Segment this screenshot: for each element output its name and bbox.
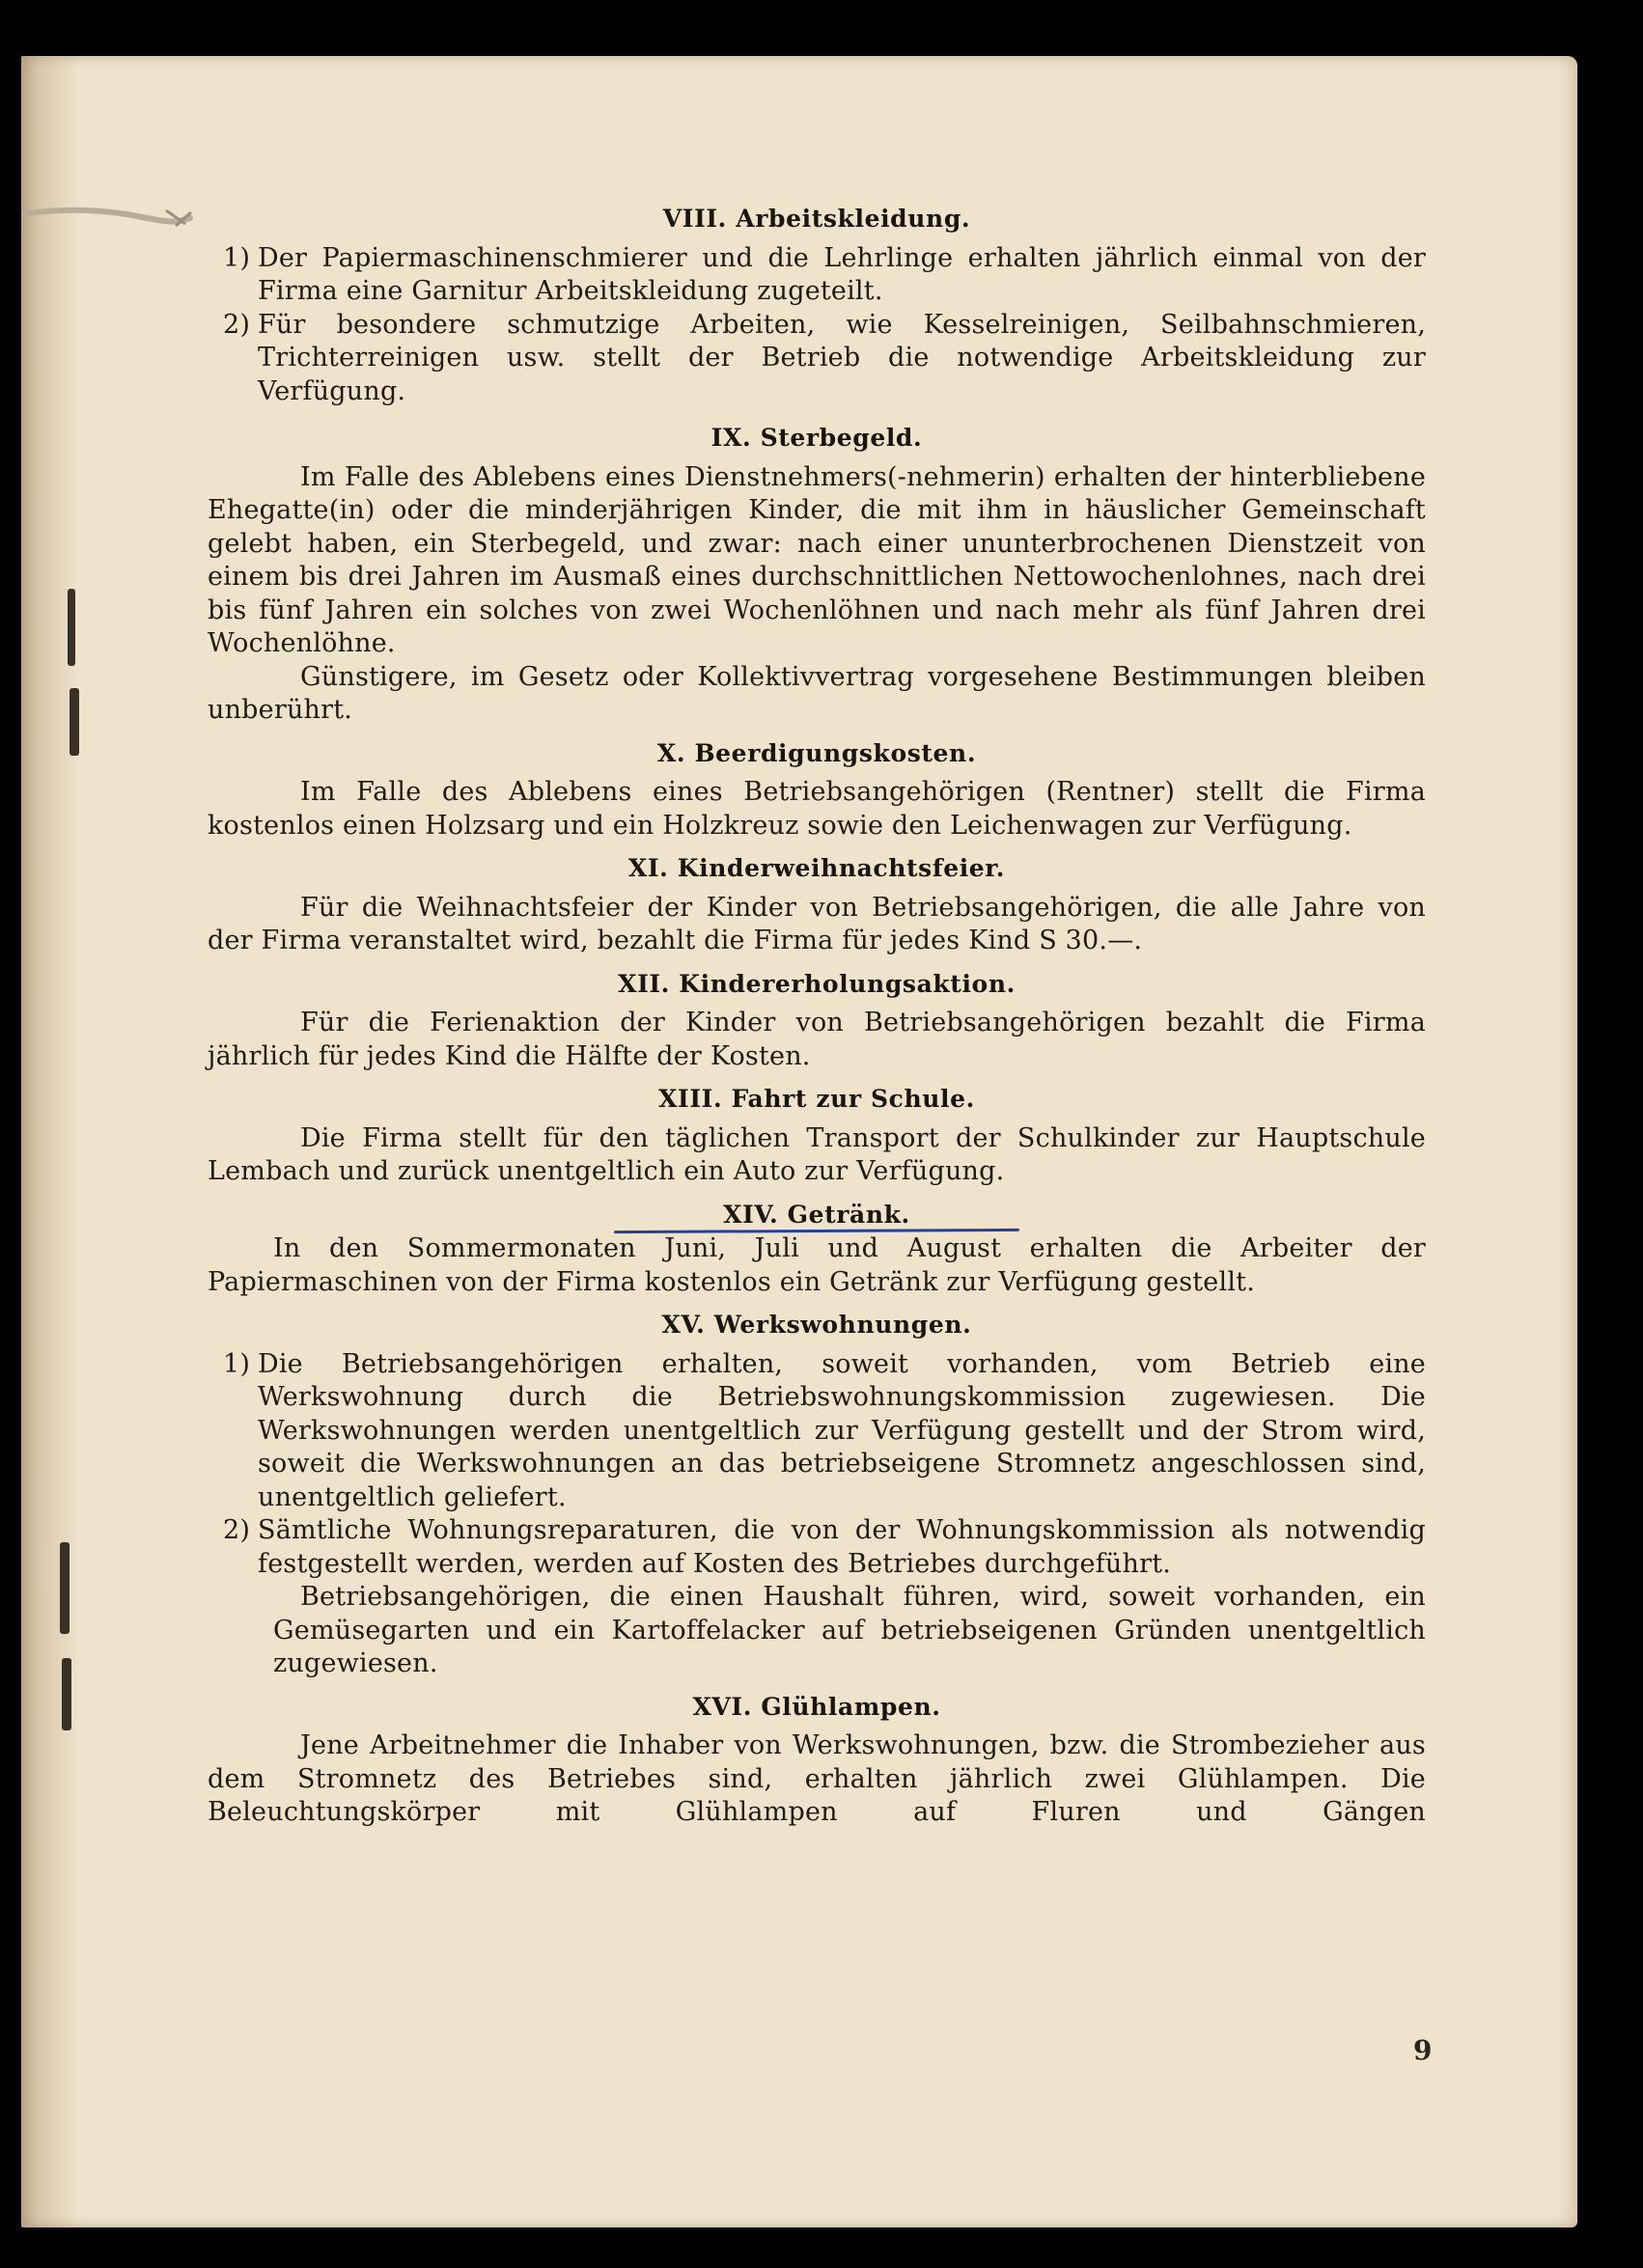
section-kindererholungsaktion — [208, 968, 1426, 1074]
page-number: 9 — [1413, 2034, 1433, 2066]
list-item — [208, 1514, 1426, 1581]
list-item — [208, 1348, 1426, 1515]
paragraph: Betriebsangehörigen, die einen Haushalt führen, wird, soweit vorhanden, ein Gemüsegarten und ein Kartoffelacker auf betriebseigenen Gründen unentgeltlich zugewiesen. — [273, 1582, 1426, 1678]
item-number: 2) — [223, 1515, 251, 1545]
section-getraenk — [208, 1199, 1426, 1300]
paragraph: Für die Weihnachtsfeier der Kinder von Betriebsangehörigen, die alle Jahre von der Firma veranstaltet wird, bezahlt die Firma für jedes Kind S 30.—. — [208, 892, 1426, 955]
item-number: 1) — [223, 242, 251, 273]
spine-shadow — [21, 56, 79, 2227]
paragraph: Im Falle des Ablebens eines Betriebsangehörigen (Rentner) stellt die Firma kostenlos einen Holzsarg und ein Holzkreuz sowie den Leichenwagen zur Verfügung. — [208, 777, 1426, 841]
item-text: Sämtliche Wohnungsreparaturen, die von der Wohnungskommission als notwendig festgestellt werden, werden auf Kosten des Betriebes durchgeführt. — [258, 1515, 1426, 1579]
section-arbeitskleidung — [208, 203, 1426, 408]
document-body — [208, 193, 1426, 1830]
section-heading: XIV. Getränk. — [723, 1200, 910, 1229]
section-werkswohnungen — [208, 1309, 1426, 1681]
section-heading: XII. Kindererholungsaktion. — [618, 969, 1016, 998]
item-text: Der Papiermaschinenschmierer und die Lehrlinge erhalten jährlich einmal von der Firma eine Garnitur Arbeitskleidung zugeteilt. — [258, 242, 1426, 306]
section-kinderweihnachtsfeier — [208, 852, 1426, 958]
list-item — [208, 242, 1426, 309]
paragraph: Für die Ferienaktion der Kinder von Betriebsangehörigen bezahlt die Firma jährlich für jedes Kind die Hälfte der Kosten. — [208, 1008, 1426, 1071]
paragraph: Jene Arbeitnehmer die Inhaber von Werkswohnungen, bzw. die Strombezieher aus dem Stromnetz des Betriebes sind, erhalten jährlich zwei Glühlampen. Die Beleuchtungskörper mit Glühlampen auf Fluren und Gängen — [208, 1730, 1426, 1827]
item-text: Für besondere schmutzige Arbeiten, wie Kesselreinigen, Seilbahnschmieren, Trichterreinigen usw. stellt der Betrieb die notwendige Arbeitskleidung zur Verfügung. — [258, 309, 1426, 406]
section-heading: VIII. Arbeitskleidung. — [662, 205, 971, 233]
paragraph: Die Firma stellt für den täglichen Transport der Schulkinder zur Hauptschule Lembach und zurück unentgeltlich ein Auto zur Verfügung. — [208, 1122, 1426, 1186]
section-heading: XV. Werkswohnungen. — [661, 1311, 972, 1339]
staple-mark — [70, 688, 79, 756]
item-text: Die Betriebsangehörigen erhalten, soweit vorhanden, vom Betrieb eine Werkswohnung durch die Betriebswohnungskommission zugewiesen. Die Werkswohnungen werden unentgeltlich zur Verfügung gestellt und der Strom wird, soweit die Werkswohnungen an das betriebseigene Stromnetz angeschlossen sind, unentgeltlich geliefert. — [258, 1348, 1426, 1512]
paragraph: Günstigere, im Gesetz oder Kollektivvertrag vorgesehene Bestimmungen bleiben unberührt. — [208, 661, 1426, 725]
list-item — [208, 309, 1426, 409]
section-gluehlampen — [208, 1691, 1426, 1830]
item-number: 1) — [223, 1348, 251, 1379]
section-sterbegeld — [208, 422, 1426, 728]
section-beerdigungskosten — [208, 737, 1426, 844]
paragraph: Im Falle des Ablebens eines Dienstnehmers(-nehmerin) erhalten der hinterbliebene Ehegatte(in) oder die minderjährigen Kinder, die mit ihm in häuslicher Gemeinschaft gelebt haben, ein Sterbegeld, und zwar: nach einer ununterbrochenen Dienstzeit von einem bis drei Jahren im Ausmaß eines durchschnittlichen Nettowochenlohnes, nach drei bis fünf Jahren ein solches von zwei Wochenlöhnen und nach mehr als fünf Jahren drei Wochenlöhne. — [208, 461, 1426, 658]
section-heading: XI. Kinderweihnachtsfeier. — [627, 854, 1006, 882]
section-heading: IX. Sterbegeld. — [710, 424, 923, 452]
section-heading: X. Beerdigungskosten. — [656, 738, 977, 767]
paragraph: In den Sommermonaten Juni, Juli und August erhalten die Arbeiter der Papiermaschinen von der Firma kostenlos ein Getränk zur Verfügung gestellt. — [208, 1233, 1426, 1297]
item-number: 2) — [223, 309, 251, 340]
section-fahrt-zur-schule — [208, 1083, 1426, 1189]
section-heading: XIII. Fahrt zur Schule. — [658, 1085, 975, 1113]
section-heading: XVI. Glühlampen. — [692, 1692, 941, 1721]
staple-mark — [60, 1542, 70, 1634]
staple-mark — [62, 1658, 71, 1730]
binding-string-icon — [21, 201, 195, 230]
staple-mark — [68, 589, 75, 666]
